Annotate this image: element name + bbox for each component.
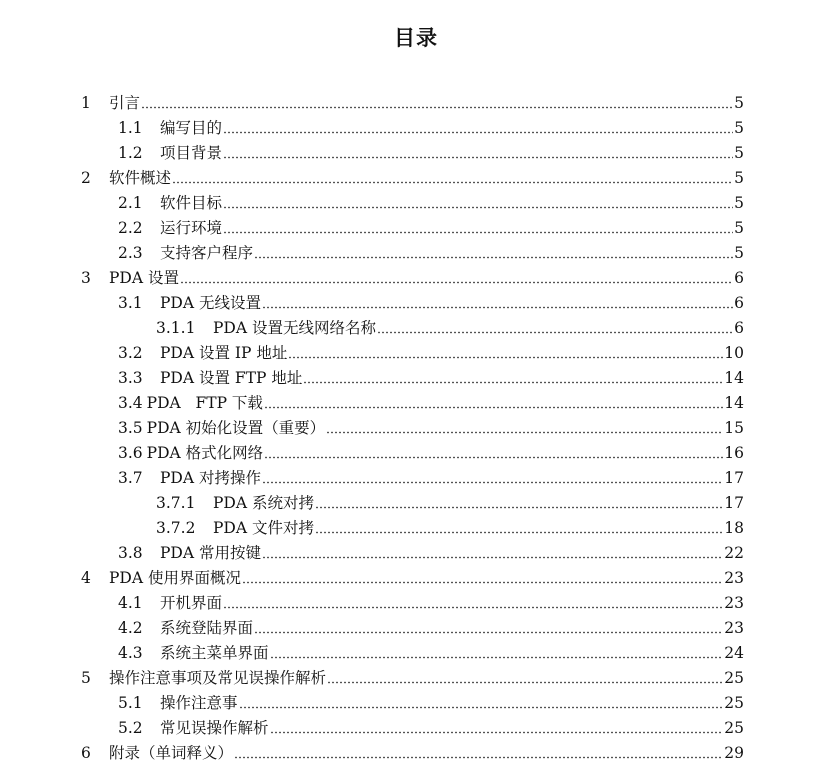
toc-entry-title	[118, 293, 261, 313]
dot-leader	[264, 405, 723, 410]
toc-entry[interactable]	[0, 363, 832, 388]
toc-entry-number: 4.1	[118, 594, 143, 612]
dot-leader	[254, 255, 733, 260]
toc-entry-label: 开机界面	[160, 594, 223, 612]
dot-leader	[288, 355, 723, 360]
toc-page-number: 23	[724, 594, 744, 612]
toc-entry-label: 软件目标	[160, 194, 223, 212]
toc-entry-title	[118, 418, 325, 438]
dot-leader	[223, 155, 733, 160]
toc-page-number: 5	[734, 144, 744, 162]
toc-entry[interactable]	[0, 563, 832, 588]
toc-entry-title	[81, 668, 326, 688]
toc-entry-title	[118, 593, 222, 613]
toc-entry-label: 系统主菜单界面	[160, 644, 269, 662]
toc-entry-title	[156, 518, 314, 538]
toc-entry-label: PDA 设置无线网络名称	[213, 319, 376, 337]
toc-entry-number: 3.6	[118, 444, 143, 462]
dot-leader	[223, 130, 733, 135]
dot-leader	[223, 605, 723, 610]
toc-entry[interactable]	[0, 388, 832, 413]
toc-entry-number: 3.2	[118, 344, 143, 362]
dot-leader	[234, 755, 723, 760]
toc-entry-label: 附录（单词释义）	[109, 744, 234, 762]
toc-entry-label: 运行环境	[160, 219, 223, 237]
toc-page-number: 5	[734, 119, 744, 137]
toc-entry[interactable]	[0, 613, 832, 638]
toc-entry-label: 支持客户程序	[160, 244, 254, 262]
dot-leader	[180, 280, 733, 285]
toc-entry[interactable]	[0, 438, 832, 463]
toc-entry-number: 3.4	[118, 394, 143, 412]
toc-entry-number: 1.2	[118, 144, 143, 162]
toc-entry[interactable]	[0, 113, 832, 138]
toc-entry-title	[118, 718, 269, 738]
toc-entry[interactable]	[0, 238, 832, 263]
toc-entry[interactable]	[0, 638, 832, 663]
toc-entry-number: 2.1	[118, 194, 143, 212]
toc-entry-number: 2	[81, 169, 91, 187]
toc-entry[interactable]	[0, 263, 832, 288]
toc-entry-number: 1.1	[118, 119, 143, 137]
toc-entry-number: 3.7	[118, 469, 143, 487]
toc-entry-title	[118, 193, 222, 213]
toc-page-number: 24	[724, 644, 744, 662]
toc-entry-label: PDA 设置 IP 地址	[160, 344, 288, 362]
toc-entry-title	[118, 343, 287, 363]
toc-entry-number: 5	[81, 669, 91, 687]
toc-page-number: 16	[724, 444, 744, 462]
toc-entry-number: 3.3	[118, 369, 143, 387]
toc-entry-title	[81, 168, 171, 188]
toc-entry-number: 5.2	[118, 719, 143, 737]
toc-page-number: 25	[724, 669, 744, 687]
toc-entry-title	[118, 393, 263, 413]
dot-leader	[172, 180, 733, 185]
toc-entry[interactable]	[0, 688, 832, 713]
toc-entry-number: 3.1	[118, 294, 143, 312]
toc-page-number: 25	[724, 719, 744, 737]
toc-entry-number: 3	[81, 269, 91, 287]
toc-entry-number: 4.2	[118, 619, 143, 637]
toc-page-number: 23	[724, 569, 744, 587]
toc-page-number: 5	[734, 94, 744, 112]
toc-entry-label: 操作注意事	[160, 694, 238, 712]
toc-entry[interactable]	[0, 163, 832, 188]
toc-entry-label: 操作注意事项及常见误操作解析	[109, 669, 327, 687]
toc-entry[interactable]	[0, 338, 832, 363]
toc-entry-title	[118, 218, 222, 238]
toc-entry[interactable]	[0, 538, 832, 563]
toc-entry-title	[118, 243, 253, 263]
dot-leader	[262, 305, 733, 310]
dot-leader	[315, 505, 723, 510]
toc-entry-label: 系统登陆界面	[160, 619, 254, 637]
toc-entry-title	[118, 693, 238, 713]
toc-entry[interactable]	[0, 513, 832, 538]
toc-page-number: 17	[724, 494, 744, 512]
dot-leader	[326, 430, 723, 435]
dot-leader	[377, 330, 733, 335]
dot-leader	[264, 455, 723, 460]
toc-entry[interactable]	[0, 88, 832, 113]
toc-entry[interactable]	[0, 738, 832, 763]
toc-entry-title	[156, 318, 376, 338]
toc-entry-label: PDA 设置	[109, 269, 179, 287]
dot-leader	[223, 230, 733, 235]
toc-entry-number: 4.3	[118, 644, 143, 662]
toc-page-number: 10	[724, 344, 744, 362]
toc-entry[interactable]	[0, 213, 832, 238]
toc-entry-label: PDA 对拷操作	[160, 469, 261, 487]
toc-page-number: 22	[724, 544, 744, 562]
dot-leader	[254, 630, 723, 635]
toc-page-number: 5	[734, 194, 744, 212]
toc-page-number: 5	[734, 169, 744, 187]
toc-entry-number: 1	[81, 94, 91, 112]
table-of-contents	[0, 88, 832, 763]
toc-entry-title	[118, 143, 222, 163]
toc-entry[interactable]	[0, 463, 832, 488]
toc-entry-number: 5.1	[118, 694, 143, 712]
toc-entry-label: 项目背景	[160, 144, 223, 162]
toc-entry-number: 3.5	[118, 419, 143, 437]
toc-entry-label: PDA 格式化网络	[146, 444, 264, 462]
toc-entry-number: 4	[81, 569, 91, 587]
toc-entry-label: PDA 常用按键	[160, 544, 261, 562]
toc-entry-label: PDA 文件对拷	[213, 519, 314, 537]
toc-entry-title	[81, 743, 233, 763]
toc-entry-title	[118, 368, 302, 388]
toc-entry-label: 常见误操作解析	[160, 719, 269, 737]
toc-entry[interactable]	[0, 288, 832, 313]
toc-entry-number: 3.7.1	[156, 494, 196, 512]
dot-leader	[262, 555, 723, 560]
dot-leader	[327, 680, 723, 685]
toc-entry-number: 3.7.2	[156, 519, 196, 537]
toc-entry-label: PDA 设置 FTP 地址	[160, 369, 303, 387]
toc-page-number: 6	[734, 269, 744, 287]
toc-entry-title	[118, 643, 269, 663]
toc-entry-label: 引言	[109, 94, 141, 112]
toc-entry-title	[118, 618, 253, 638]
toc-entry-label: 编写目的	[160, 119, 223, 137]
toc-entry[interactable]	[0, 413, 832, 438]
toc-page-number: 5	[734, 244, 744, 262]
toc-page-number: 29	[724, 744, 744, 762]
toc-entry-label: 软件概述	[109, 169, 172, 187]
dot-leader	[270, 730, 724, 735]
toc-entry[interactable]	[0, 188, 832, 213]
toc-page-number: 6	[734, 294, 744, 312]
dot-leader	[223, 205, 733, 210]
toc-page-number: 14	[724, 394, 744, 412]
toc-entry-title	[118, 118, 222, 138]
toc-entry[interactable]	[0, 488, 832, 513]
toc-entry-title	[81, 568, 241, 588]
toc-page-number: 6	[734, 319, 744, 337]
toc-entry[interactable]	[0, 713, 832, 738]
toc-entry-label: PDA 无线设置	[160, 294, 261, 312]
dot-leader	[239, 705, 724, 710]
toc-page-number: 15	[724, 419, 744, 437]
toc-entry-title	[118, 468, 261, 488]
dot-leader	[303, 380, 723, 385]
page-title: 目录	[394, 26, 438, 50]
toc-page-number: 5	[734, 219, 744, 237]
toc-entry-label: PDA 使用界面概况	[109, 569, 241, 587]
dot-leader	[262, 480, 723, 485]
toc-entry[interactable]	[0, 663, 832, 688]
toc-entry-number: 6	[81, 744, 91, 762]
toc-entry-title	[156, 493, 314, 513]
dot-leader	[141, 105, 733, 110]
toc-page-number: 14	[724, 369, 744, 387]
dot-leader	[242, 580, 723, 585]
toc-entry-title	[81, 268, 179, 288]
toc-page-number: 25	[724, 694, 744, 712]
toc-entry-title	[118, 543, 261, 563]
toc-page-number: 23	[724, 619, 744, 637]
toc-page-number: 18	[724, 519, 744, 537]
toc-entry-number: 2.2	[118, 219, 143, 237]
toc-entry-label: PDA 系统对拷	[213, 494, 314, 512]
toc-entry-title	[118, 443, 263, 463]
dot-leader	[270, 655, 724, 660]
toc-entry-title	[81, 93, 140, 113]
dot-leader	[315, 530, 723, 535]
toc-entry[interactable]	[0, 588, 832, 613]
toc-entry-label: PDA 初始化设置（重要）	[146, 419, 326, 437]
toc-entry[interactable]	[0, 138, 832, 163]
toc-entry-label: PDA FTP 下载	[146, 394, 263, 412]
toc-entry[interactable]	[0, 313, 832, 338]
toc-entry-number: 2.3	[118, 244, 143, 262]
toc-entry-number: 3.8	[118, 544, 143, 562]
toc-entry-number: 3.1.1	[156, 319, 196, 337]
toc-page-number: 17	[724, 469, 744, 487]
